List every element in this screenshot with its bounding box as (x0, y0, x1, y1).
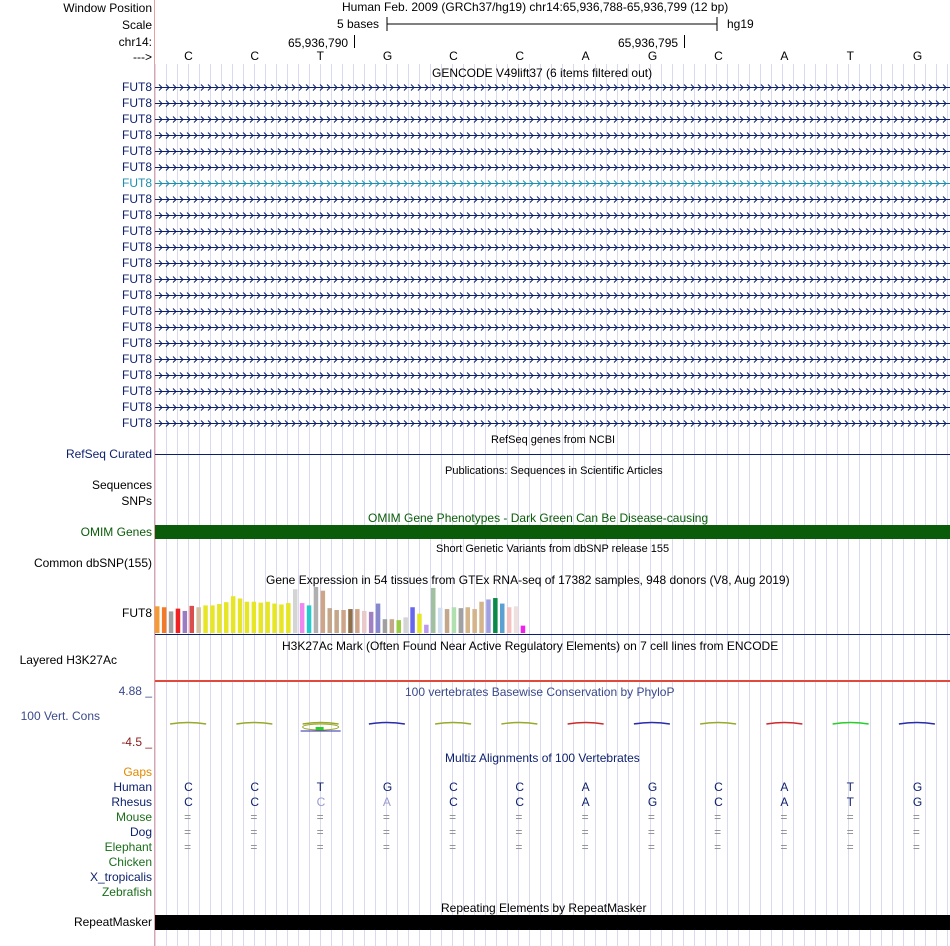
gtex-tissue-bar (293, 589, 298, 633)
multiz-species-mouse[interactable]: Mouse (115, 810, 152, 824)
multiz-human-base: C (515, 780, 525, 794)
repeatmasker-bar (155, 915, 950, 930)
multiz-match-mark: = (647, 810, 655, 824)
multiz-match-mark: = (581, 810, 589, 824)
multiz-species-gaps[interactable]: Gaps (123, 765, 152, 779)
gtex-tissue-bar (307, 605, 312, 633)
gencode-row-label[interactable]: FUT8 (122, 416, 152, 430)
phylop-score-mark (568, 723, 604, 725)
base-10: A (780, 49, 789, 63)
multiz-match-mark: = (912, 810, 920, 824)
gtex-tissue-bar (272, 604, 277, 633)
multiz-match-mark: = (846, 840, 854, 854)
phylop-score-mark (766, 723, 802, 725)
scale-label: Scale (121, 18, 152, 32)
multiz-rhesus-base: A (780, 795, 789, 809)
gtex-tissue-bar (479, 602, 484, 633)
phylop-min-label: -4.5 _ (121, 735, 152, 749)
gtex-tissue-bar (472, 609, 477, 633)
multiz-human-base: G (647, 780, 658, 794)
gencode-row-label[interactable]: FUT8 (122, 192, 152, 206)
refseq-title[interactable]: RefSeq genes from NCBI (491, 434, 616, 446)
multiz-human-base: C (184, 780, 193, 794)
multiz-match-mark: = (714, 825, 722, 839)
gtex-tissue-bar (314, 587, 319, 633)
phylop-score-mark (700, 723, 736, 725)
position-left: 65,936,790 (288, 36, 349, 50)
gtex-tissue-bar (507, 607, 512, 633)
gtex-tissue-bar (245, 602, 250, 633)
phylop-score-mark (833, 723, 869, 725)
phylop-score-mark (634, 723, 670, 725)
multiz-human-base: C (449, 780, 458, 794)
gencode-row-label[interactable]: FUT8 (122, 112, 152, 126)
gtex-tissue-bar (431, 588, 436, 633)
strand-label: ---> (133, 50, 152, 64)
gtex-tissue-bar (286, 603, 291, 633)
gtex-tissue-bar (183, 611, 188, 633)
gtex-tissue-bar (279, 604, 284, 633)
omim-title[interactable]: OMIM Gene Phenotypes - Dark Green Can Be Disease-causing (368, 511, 709, 525)
multiz-match-mark: = (912, 825, 920, 839)
multiz-match-mark: = (316, 825, 324, 839)
gtex-tissue-bar (466, 607, 471, 633)
multiz-match-mark: = (316, 840, 324, 854)
gtex-tissue-bar (190, 606, 195, 633)
base-7: A (581, 49, 590, 63)
refseq-label[interactable]: RefSeq Curated (65, 447, 152, 461)
multiz-human-base: A (780, 780, 789, 794)
multiz-match-mark: = (382, 810, 390, 824)
multiz-match-mark: = (382, 840, 390, 854)
phylop-score-mark (899, 723, 935, 725)
h3k27ac-label[interactable]: Layered H3K27Ac (19, 653, 117, 667)
multiz-human-base: C (714, 780, 723, 794)
sequences-label[interactable]: Sequences (91, 478, 152, 492)
dbsnp-title[interactable]: Short Genetic Variants from dbSNP release 155 (436, 543, 670, 555)
gtex-tissue-bar (452, 607, 457, 633)
gtex-tissue-bar (169, 611, 174, 633)
gtex-title[interactable]: Gene Expression in 54 tissues from GTEx RNA-seq of 17382 samples, 948 donors (V8, Aug 2019) (266, 573, 790, 587)
gtex-tissue-bar (383, 619, 388, 633)
multiz-match-mark: = (647, 840, 655, 854)
gtex-tissue-bar (369, 612, 374, 633)
multiz-match-mark: = (780, 840, 788, 854)
multiz-human-base: G (382, 780, 393, 794)
multiz-rhesus-base: C (515, 795, 525, 809)
multiz-rhesus-base: C (250, 795, 260, 809)
gtex-tissue-bar (521, 626, 526, 633)
gencode-title[interactable]: GENCODE V49lift37 (6 items filtered out) (432, 66, 653, 80)
multiz-match-mark: = (515, 825, 523, 839)
gencode-row-label[interactable]: FUT8 (122, 96, 152, 110)
multiz-match-mark: = (316, 810, 324, 824)
gtex-tissue-bar (403, 617, 408, 633)
multiz-rhesus-base: C (449, 795, 458, 809)
gtex-tissue-bar (500, 604, 505, 633)
multiz-rhesus-base: G (647, 795, 658, 809)
base-11: T (846, 49, 854, 63)
base-12: G (912, 49, 923, 63)
multiz-match-mark: = (846, 810, 854, 824)
multiz-rhesus-base: G (912, 795, 923, 809)
gtex-tissue-bar (334, 610, 339, 633)
gtex-tissue-bar (459, 608, 464, 633)
base-4: G (382, 49, 393, 63)
phylop-score-mark (501, 723, 537, 725)
gtex-tissue-bar (203, 605, 208, 633)
gtex-tissue-bar (348, 609, 353, 633)
base-8: G (647, 49, 658, 63)
gencode-row-label[interactable]: FUT8 (122, 160, 152, 174)
gtex-tissue-bar (493, 598, 498, 633)
gtex-tissue-bar (355, 609, 360, 633)
assembly-title: Human Feb. 2009 (GRCh37/hg19) chr14:65,936,788-65,936,799 (12 bp) (342, 0, 729, 14)
multiz-rhesus-base: A (382, 795, 391, 809)
gencode-row-label[interactable]: FUT8 (122, 336, 152, 350)
multiz-match-mark: = (449, 810, 457, 824)
multiz-match-mark: = (780, 825, 788, 839)
window-position-label: Window Position (63, 1, 152, 15)
gencode-row-label[interactable]: FUT8 (122, 400, 152, 414)
gtex-tissue-bar (390, 619, 395, 633)
gtex-tissue-bar (217, 604, 222, 633)
base-1: C (184, 49, 193, 63)
phylop-score-mark (316, 727, 324, 730)
gencode-row-label[interactable]: FUT8 (122, 240, 152, 254)
multiz-match-mark: = (846, 825, 854, 839)
multiz-match-mark: = (184, 840, 192, 854)
gtex-tissue-bar (397, 620, 402, 633)
gtex-tissue-bar (328, 608, 333, 633)
omim-label[interactable]: OMIM Genes (80, 525, 152, 539)
base-6: C (515, 49, 525, 63)
dbsnp-label[interactable]: Common dbSNP(155) (33, 556, 152, 570)
phylop-label[interactable]: 100 Vert. Cons (20, 709, 100, 723)
gencode-row-label[interactable]: FUT8 (122, 288, 152, 302)
snps-label[interactable]: SNPs (121, 494, 152, 508)
gtex-gene-label[interactable]: FUT8 (122, 606, 152, 620)
phylop-max-label: 4.88 _ (118, 684, 152, 698)
gencode-row-label[interactable]: FUT8 (122, 176, 152, 190)
gtex-tissue-bar (417, 614, 422, 633)
gtex-tissue-bar (410, 607, 415, 633)
gencode-row-label[interactable]: FUT8 (122, 384, 152, 398)
multiz-match-mark: = (382, 825, 390, 839)
multiz-match-mark: = (912, 840, 920, 854)
gtex-tissue-bar (376, 604, 381, 633)
gencode-row-label[interactable]: FUT8 (122, 304, 152, 318)
multiz-species-chicken[interactable]: Chicken (108, 855, 152, 869)
gtex-tissue-bar (321, 591, 326, 633)
multiz-human-base: T (846, 780, 854, 794)
gencode-row-label[interactable]: FUT8 (122, 352, 152, 366)
position-right: 65,936,795 (618, 36, 679, 50)
gtex-tissue-bar (224, 602, 229, 633)
gtex-tissue-bar (252, 602, 257, 633)
gencode-row-label[interactable]: FUT8 (122, 368, 152, 382)
multiz-match-mark: = (250, 810, 258, 824)
multiz-match-mark: = (250, 825, 258, 839)
gencode-row-label[interactable]: FUT8 (122, 80, 152, 94)
track-image[interactable] (155, 0, 950, 946)
phylop-score-mark (435, 723, 471, 725)
multiz-match-mark: = (250, 840, 258, 854)
base-2: C (250, 49, 260, 63)
multiz-human-base: G (912, 780, 923, 794)
gtex-tissue-bar (162, 607, 167, 633)
publications-title[interactable]: Publications: Sequences in Scientific Articles (445, 465, 663, 477)
gtex-tissue-bar (341, 610, 346, 633)
multiz-species-dog[interactable]: Dog (129, 825, 152, 839)
multiz-species-rhesus[interactable]: Rhesus (111, 795, 152, 809)
multiz-rhesus-base: C (714, 795, 723, 809)
base-5: C (449, 49, 458, 63)
gtex-tissue-bar (362, 611, 367, 633)
db-label: hg19 (727, 17, 754, 31)
multiz-rhesus-base: T (846, 795, 854, 809)
gtex-tissue-bar (445, 609, 450, 633)
multiz-species-x_tropicalis[interactable]: X_tropicalis (89, 870, 152, 884)
multiz-species-zebrafish[interactable]: Zebrafish (101, 885, 152, 899)
gtex-tissue-bar (259, 603, 264, 633)
base-9: C (714, 49, 723, 63)
gtex-tissue-bar (210, 605, 215, 633)
phylop-title[interactable]: 100 vertebrates Basewise Conservation by PhyloP (405, 685, 675, 699)
multiz-match-mark: = (647, 825, 655, 839)
gencode-row-label[interactable]: FUT8 (122, 208, 152, 222)
gencode-row-label[interactable]: FUT8 (122, 224, 152, 238)
multiz-human-base: T (316, 780, 324, 794)
multiz-rhesus-base: C (184, 795, 193, 809)
base-3: T (316, 49, 324, 63)
multiz-match-mark: = (581, 825, 589, 839)
multiz-rhesus-base: A (581, 795, 590, 809)
track-labels (0, 0, 154, 946)
gtex-tissue-bar (238, 599, 243, 634)
multiz-match-mark: = (581, 840, 589, 854)
multiz-human-base: C (250, 780, 260, 794)
gencode-row-label[interactable]: FUT8 (122, 144, 152, 158)
multiz-species-human[interactable]: Human (113, 780, 152, 794)
gencode-row-label[interactable]: FUT8 (122, 128, 152, 142)
omim-bar (155, 525, 950, 539)
h3k27ac-title[interactable]: H3K27Ac Mark (Often Found Near Active Regulatory Elements) on 7 cell lines from ENCODE (282, 639, 779, 653)
multiz-match-mark: = (449, 825, 457, 839)
gtex-tissue-bar (514, 606, 519, 633)
multiz-rhesus-base: C (316, 795, 326, 809)
multiz-match-mark: = (449, 840, 457, 854)
multiz-human-base: A (581, 780, 590, 794)
multiz-match-mark: = (714, 840, 722, 854)
multiz-match-mark: = (515, 810, 523, 824)
multiz-species-elephant[interactable]: Elephant (104, 840, 152, 854)
gtex-tissue-bar (155, 606, 160, 633)
gencode-row-label[interactable]: FUT8 (122, 272, 152, 286)
multiz-match-mark: = (714, 810, 722, 824)
repeatmasker-label[interactable]: RepeatMasker (73, 915, 152, 929)
gtex-tissue-bar (231, 596, 236, 633)
gencode-row-label[interactable]: FUT8 (122, 320, 152, 334)
gtex-tissue-bar (424, 625, 429, 633)
multiz-match-mark: = (515, 840, 523, 854)
gtex-tissue-bar (438, 608, 443, 633)
repeatmasker-title[interactable]: Repeating Elements by RepeatMasker (441, 901, 647, 915)
multiz-match-mark: = (184, 810, 192, 824)
chrom-label: chr14: (118, 35, 152, 49)
multiz-match-mark: = (780, 810, 788, 824)
multiz-title[interactable]: Multiz Alignments of 100 Vertebrates (445, 751, 640, 765)
gtex-tissue-bar (486, 599, 491, 633)
gtex-tissue-bar (265, 602, 270, 633)
gencode-row-label[interactable]: FUT8 (122, 256, 152, 270)
gtex-tissue-bar (196, 607, 201, 633)
scale-text: 5 bases (337, 17, 380, 31)
gtex-tissue-bar (176, 609, 181, 633)
multiz-match-mark: = (184, 825, 192, 839)
gtex-tissue-bar (300, 603, 305, 633)
